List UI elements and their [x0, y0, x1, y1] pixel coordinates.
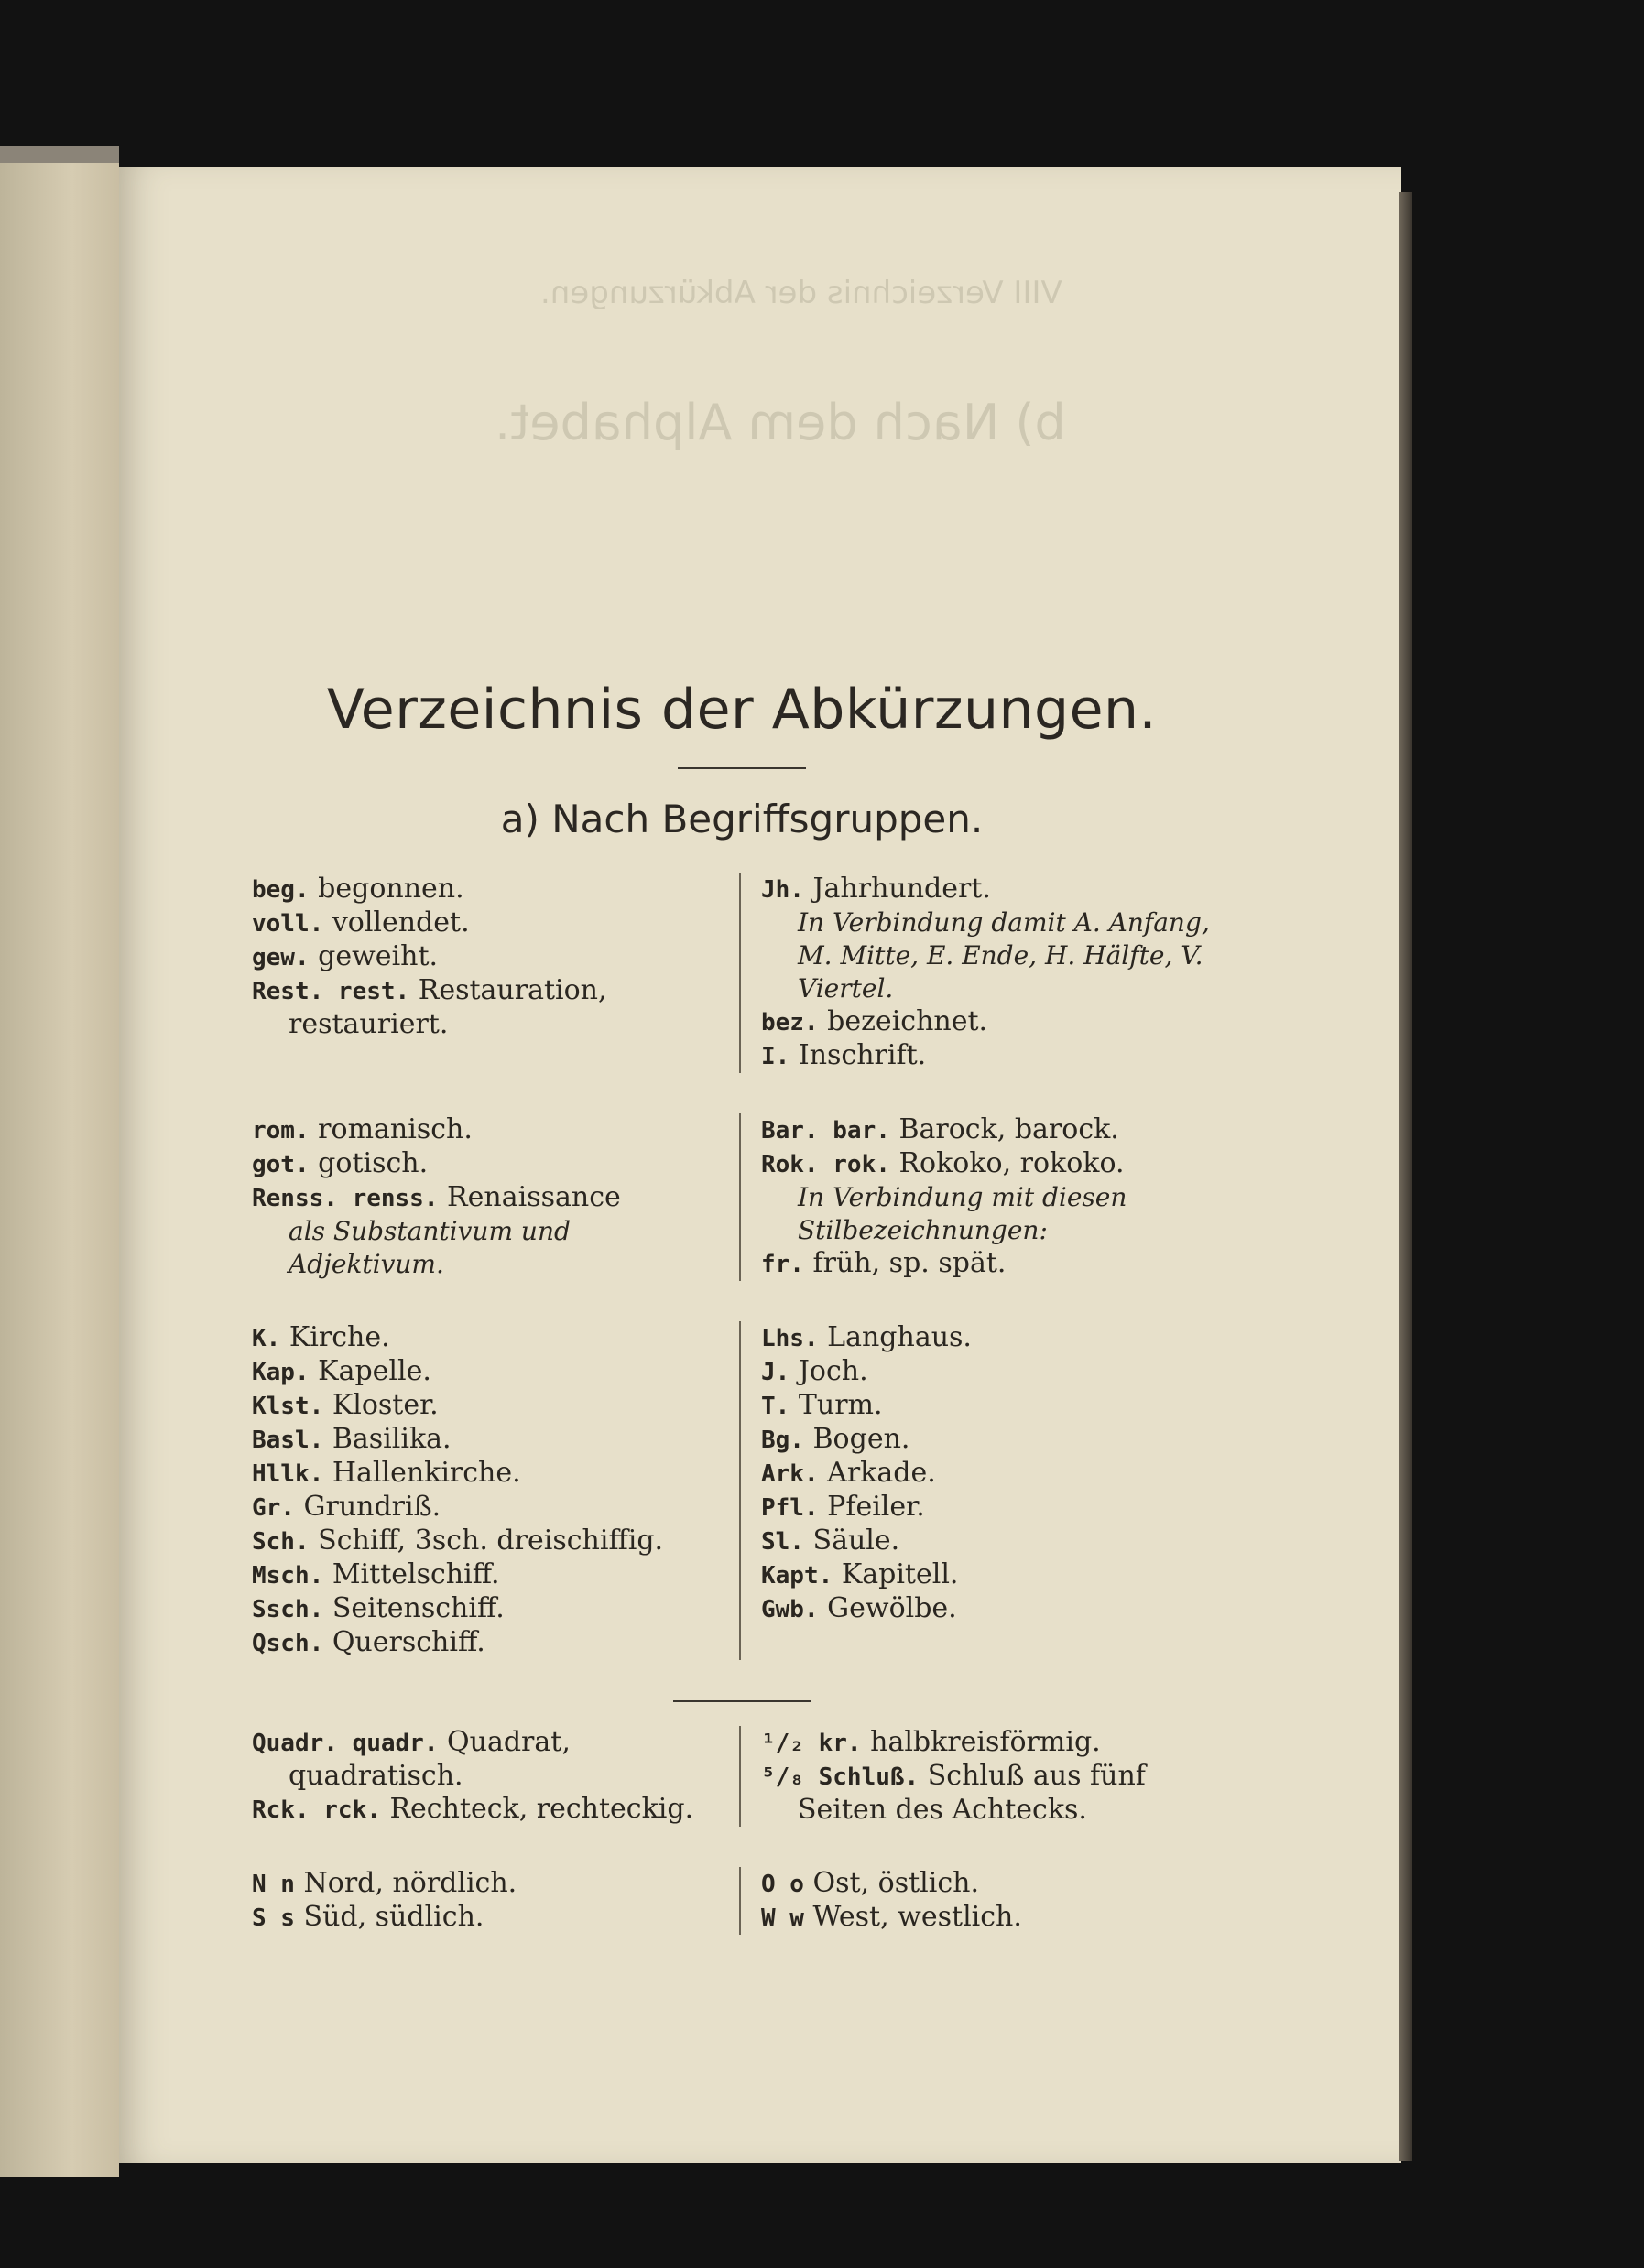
section-heading: a) Nach Begriffsgruppen. — [500, 797, 984, 841]
meaning: Pfeiler. — [827, 1491, 925, 1523]
meaning: geweiht. — [318, 940, 439, 972]
abbreviation-group — [252, 1113, 1232, 1281]
meaning: West, westlich. — [812, 1901, 1022, 1933]
abbreviation: Gwb. — [761, 1596, 819, 1623]
abbreviation: K. — [252, 1325, 281, 1352]
left-column — [252, 1726, 739, 1827]
meaning: Grundriß. — [303, 1491, 441, 1523]
abbreviation: Hllk. — [252, 1460, 324, 1488]
page-edge-shadow — [1399, 192, 1412, 2161]
abbreviation: Quadr. quadr. — [252, 1730, 439, 1757]
abbreviation-entry — [252, 1592, 719, 1626]
abbreviation-entry — [252, 1525, 719, 1558]
meaning: Rokoko, rokoko. — [898, 1147, 1125, 1179]
abbreviation-entry — [252, 1321, 719, 1355]
abbreviation: Pfl. — [761, 1494, 819, 1522]
abbreviation: got. — [252, 1151, 310, 1178]
abbreviation-entry — [252, 1181, 719, 1215]
meaning: Schiff, 3sch. dreischiffig. — [318, 1525, 664, 1557]
abbreviation-groups — [252, 873, 1232, 1935]
abbreviation: Bg. — [761, 1427, 804, 1454]
meaning: Süd, südlich. — [303, 1901, 484, 1933]
abbreviation: Gr. — [252, 1494, 295, 1522]
abbreviation-entry — [252, 1147, 719, 1181]
meaning: Mittelschiff. — [332, 1558, 500, 1590]
meaning: romanisch. — [318, 1113, 473, 1145]
meaning: Quadrat, quadratisch. — [289, 1726, 571, 1792]
abbreviation-group — [252, 1321, 1232, 1660]
abbreviation: Rest. rest. — [252, 978, 410, 1005]
meaning: Turm. — [798, 1389, 883, 1421]
abbreviation-entry — [761, 1760, 1226, 1827]
meaning: Bogen. — [812, 1423, 910, 1455]
group-separator — [673, 1700, 811, 1702]
meaning: Renaissance — [447, 1181, 621, 1213]
abbreviation: Klst. — [252, 1393, 324, 1420]
abbreviation: Sl. — [761, 1528, 804, 1556]
abbreviation-entry — [252, 1901, 719, 1935]
page-content — [252, 678, 1232, 1975]
abbreviation-entry — [252, 1491, 719, 1525]
abbreviation: Basl. — [252, 1427, 324, 1454]
abbreviation-entry — [761, 1457, 1226, 1491]
abbreviation-entry — [761, 1355, 1226, 1389]
abbreviation-entry — [761, 1321, 1226, 1355]
left-page-edge — [0, 163, 119, 2177]
abbreviation-group — [252, 873, 1232, 1073]
abbreviation: O o — [761, 1871, 804, 1898]
abbreviation: Bar. bar. — [761, 1117, 890, 1145]
abbreviation: Ssch. — [252, 1596, 324, 1623]
right-column — [739, 873, 1226, 1073]
meaning: Rechteck, rechteckig. — [389, 1793, 694, 1825]
meaning: bezeichnet. — [827, 1005, 988, 1037]
abbreviation-entry — [761, 1525, 1226, 1558]
abbreviation: Rck. rck. — [252, 1796, 381, 1824]
meaning: Querschiff. — [332, 1626, 485, 1658]
abbreviation: gew. — [252, 944, 310, 971]
abbreviation-entry — [761, 1558, 1226, 1592]
abbreviation-entry — [252, 873, 719, 906]
right-column — [739, 1726, 1226, 1827]
abbreviation: Msch. — [252, 1562, 324, 1590]
right-column — [739, 1321, 1226, 1660]
abbreviation-entry — [761, 1726, 1226, 1760]
usage-note: In Verbindung mit diesen Stilbezeichnungen: — [798, 1182, 1127, 1245]
bleed-through-header: VIII Verzeichnis der Abkürzungen. — [540, 275, 1062, 311]
abbreviation-group — [252, 1726, 1232, 1827]
abbreviation: Renss. renss. — [252, 1185, 439, 1212]
meaning: gotisch. — [318, 1147, 429, 1179]
abbreviation-entry — [252, 1355, 719, 1389]
abbreviation-entry — [761, 1592, 1226, 1626]
meaning: Restauration, restauriert. — [289, 974, 607, 1040]
meaning: Hallenkirche. — [332, 1457, 521, 1489]
abbreviation: voll. — [252, 910, 324, 938]
abbreviation: Rok. rok. — [761, 1151, 890, 1178]
left-column — [252, 1867, 739, 1935]
usage-note: als Substantivum und Adjektivum. — [289, 1216, 571, 1279]
title-rule — [678, 767, 806, 769]
page-title: Verzeichnis der Abkürzungen. — [326, 678, 1158, 742]
abbreviation-entry — [252, 1423, 719, 1457]
abbreviation-group — [252, 1867, 1232, 1935]
abbreviation-entry — [761, 1423, 1226, 1457]
left-column — [252, 873, 739, 1073]
abbreviation: I. — [761, 1043, 790, 1070]
abbreviation: J. — [761, 1359, 790, 1386]
bleed-through-heading: b) Nach dem Alphabet. — [495, 394, 1066, 451]
abbreviation-entry — [761, 1147, 1226, 1181]
meaning: halbkreisförmig. — [870, 1726, 1101, 1758]
meaning: Schluß aus fünf Seiten des Achtecks. — [798, 1760, 1146, 1826]
abbreviation: ¹/₂ kr. — [761, 1730, 862, 1757]
meaning: Gewölbe. — [827, 1592, 957, 1624]
abbreviation-entry — [252, 1867, 719, 1901]
abbreviation-entry — [761, 873, 1226, 906]
abbreviation-entry — [761, 1901, 1226, 1935]
abbreviation-entry — [252, 1457, 719, 1491]
abbreviation-entry — [761, 1491, 1226, 1525]
abbreviation: T. — [761, 1393, 790, 1420]
meaning: Seitenschiff. — [332, 1592, 505, 1624]
abbreviation-entry — [761, 1005, 1226, 1039]
abbreviation-entry — [761, 1867, 1226, 1901]
abbreviation: N n — [252, 1871, 295, 1898]
abbreviation-entry — [252, 974, 719, 1041]
meaning: Joch. — [798, 1355, 868, 1387]
abbreviation-entry — [252, 940, 719, 974]
abbreviation-entry — [252, 1558, 719, 1592]
abbreviation: Jh. — [761, 876, 804, 904]
abbreviation: W w — [761, 1904, 804, 1932]
meaning: Nord, nördlich. — [303, 1867, 517, 1899]
right-column — [739, 1113, 1226, 1281]
meaning: Kapelle. — [318, 1355, 431, 1387]
meaning: Ost, östlich. — [812, 1867, 979, 1899]
meaning: früh, sp. spät. — [812, 1247, 1007, 1279]
meaning: Jahrhundert. — [812, 873, 991, 905]
meaning: Kirche. — [289, 1321, 390, 1353]
abbreviation: Sch. — [252, 1528, 310, 1556]
meaning: Kloster. — [332, 1389, 439, 1421]
abbreviation: Qsch. — [252, 1630, 324, 1657]
abbreviation-entry — [252, 1793, 719, 1827]
abbreviation-entry — [252, 1389, 719, 1423]
abbreviation-entry — [252, 1726, 719, 1793]
right-column — [739, 1867, 1226, 1935]
left-column — [252, 1321, 739, 1660]
abbreviation: fr. — [761, 1251, 804, 1278]
meaning: Inschrift. — [798, 1039, 927, 1071]
abbreviation: S s — [252, 1904, 295, 1932]
abbreviation-entry — [761, 1039, 1226, 1073]
meaning: vollendet. — [332, 906, 470, 939]
abbreviation: Kap. — [252, 1359, 310, 1386]
meaning: Basilika. — [332, 1423, 452, 1455]
abbreviation-entry — [761, 1389, 1226, 1423]
meaning: begonnen. — [318, 873, 464, 905]
abbreviation: Lhs. — [761, 1325, 819, 1352]
left-column — [252, 1113, 739, 1281]
meaning: Langhaus. — [827, 1321, 972, 1353]
meaning: Kapitell. — [841, 1558, 959, 1590]
abbreviation: Kapt. — [761, 1562, 833, 1590]
abbreviation: bez. — [761, 1009, 819, 1036]
abbreviation-entry — [252, 1626, 719, 1660]
meaning: Arkade. — [827, 1457, 936, 1489]
abbreviation-entry — [252, 906, 719, 940]
abbreviation-entry — [252, 1113, 719, 1147]
abbreviation: beg. — [252, 876, 310, 904]
abbreviation-entry — [761, 1113, 1226, 1147]
abbreviation-entry — [761, 1247, 1226, 1281]
abbreviation: Ark. — [761, 1460, 819, 1488]
usage-note: In Verbindung damit A. Anfang, M. Mitte, E. Ende, H. Hälfte, V. Viertel. — [798, 907, 1210, 1004]
meaning: Säule. — [812, 1525, 900, 1557]
abbreviation: rom. — [252, 1117, 310, 1145]
meaning: Barock, barock. — [898, 1113, 1119, 1145]
abbreviation: ⁵/₈ Schluß. — [761, 1763, 920, 1791]
